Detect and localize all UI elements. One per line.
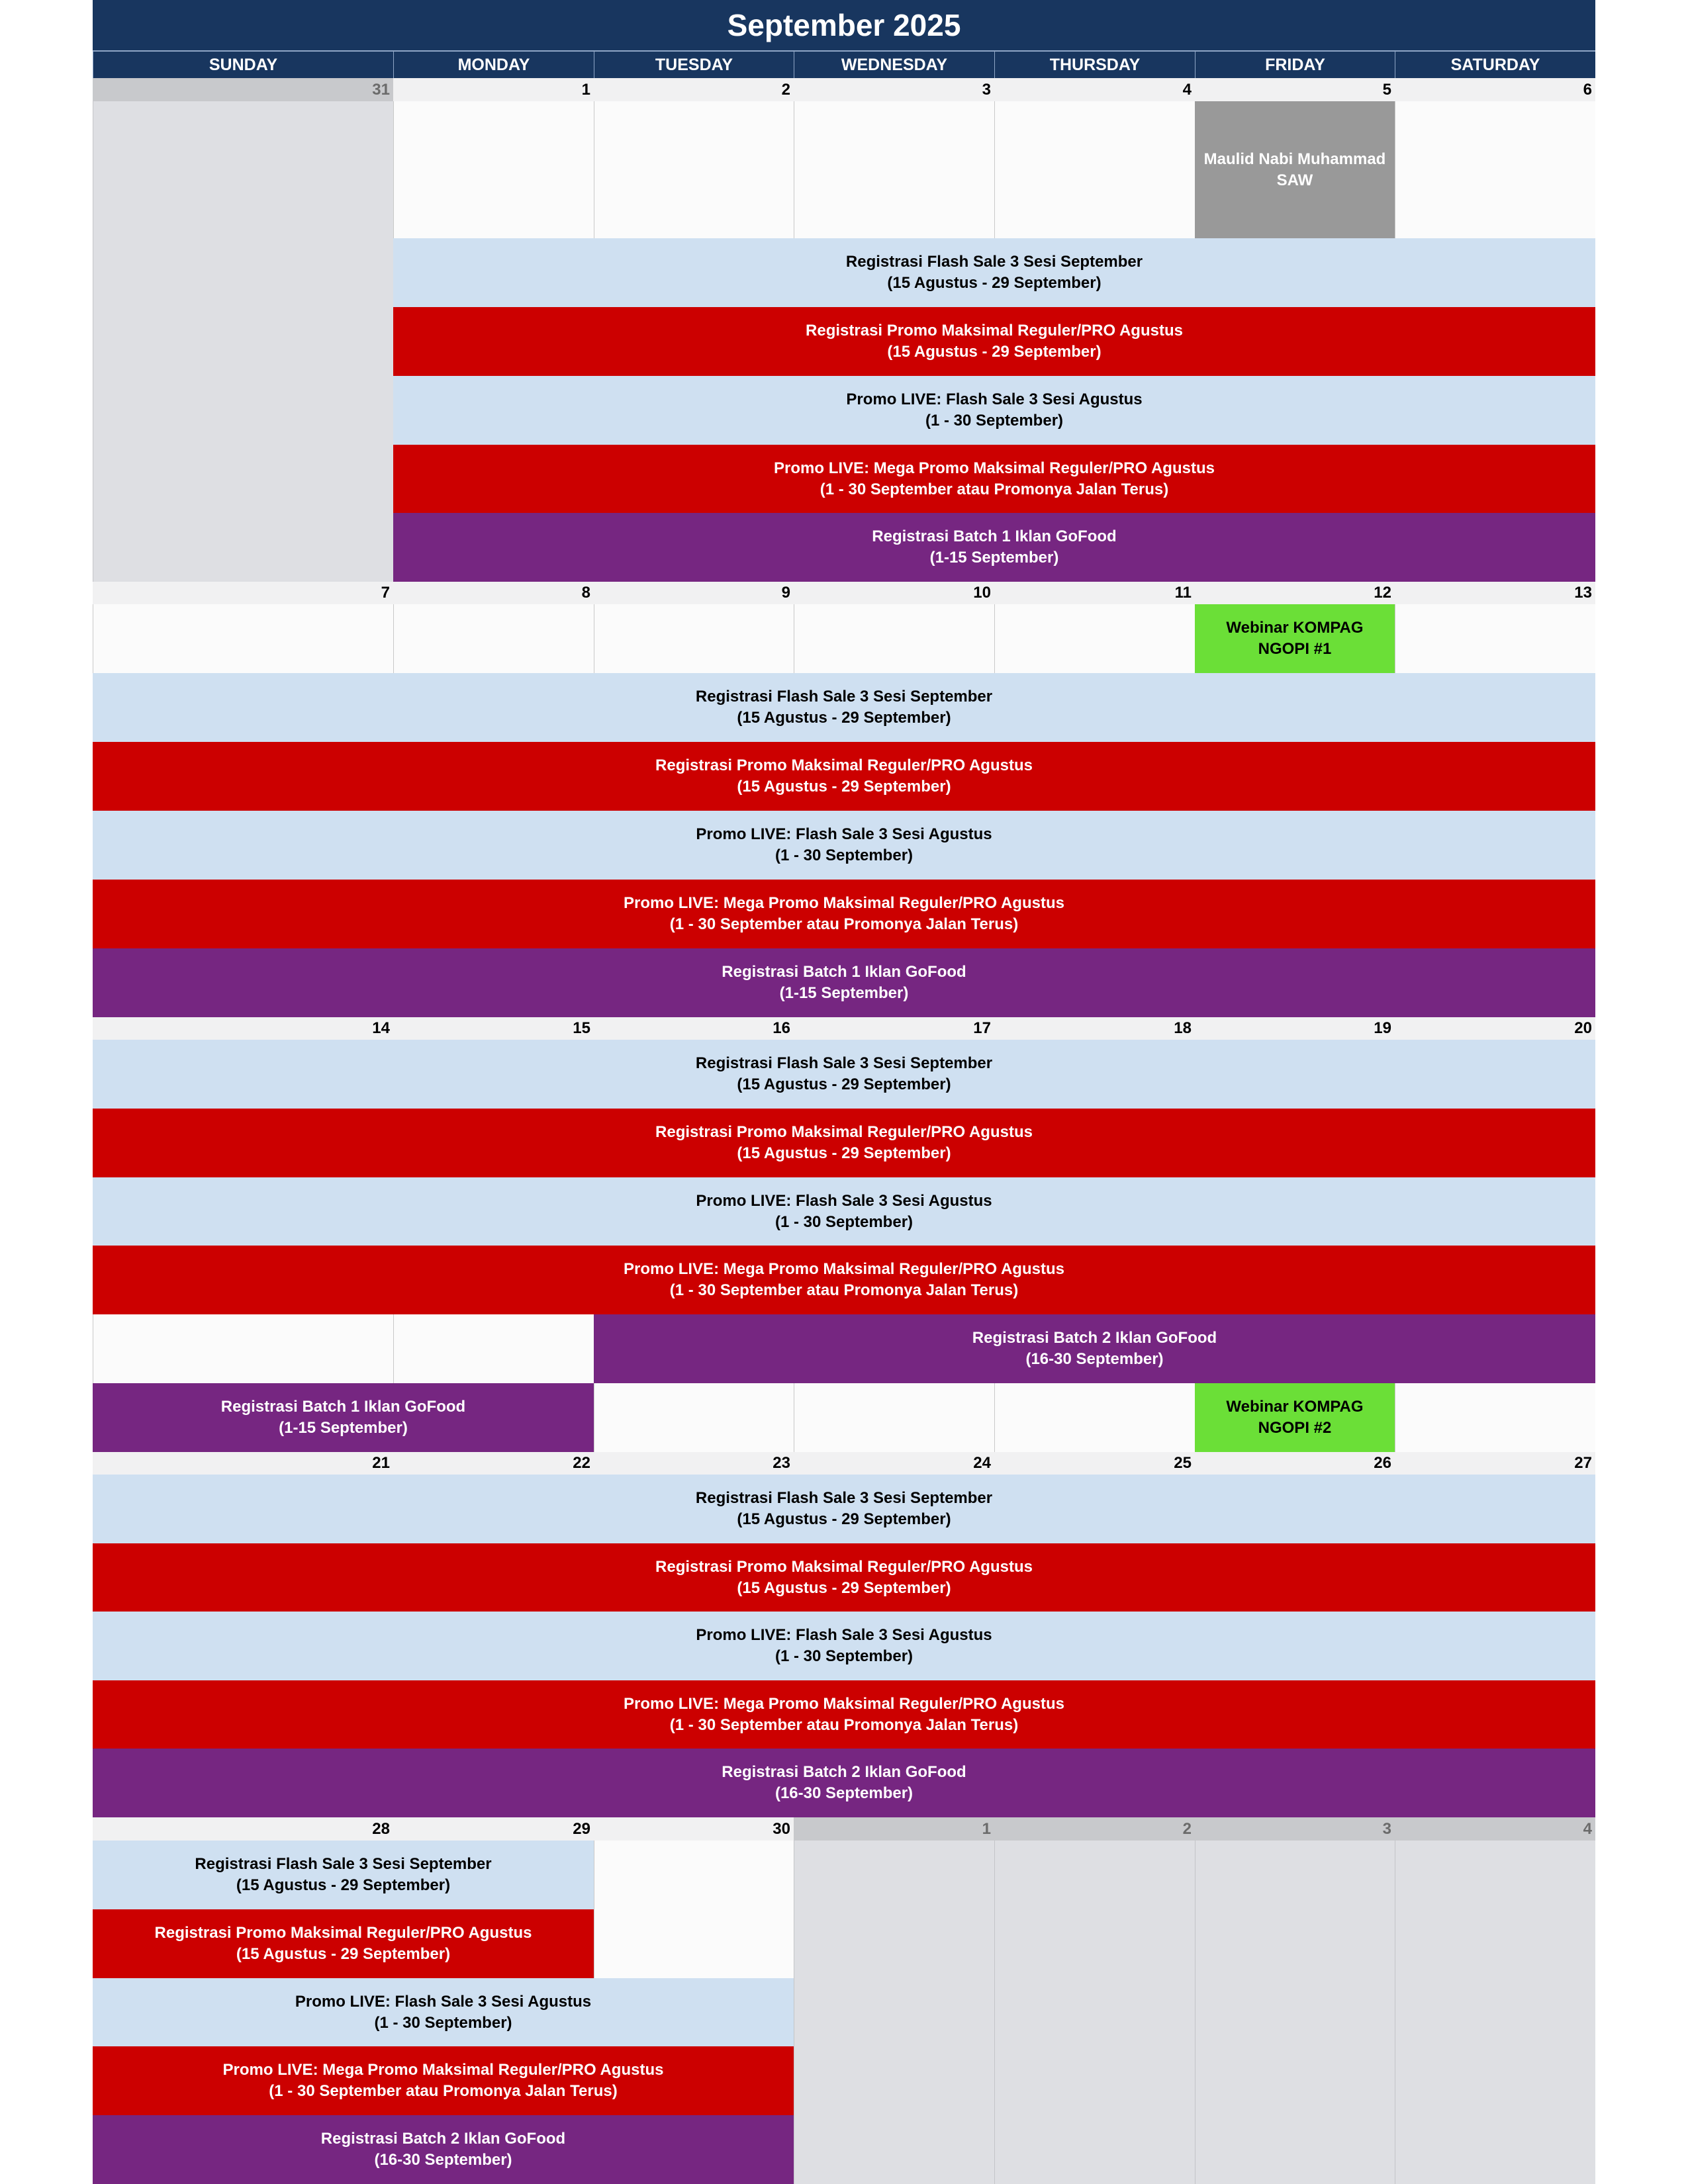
date-number[interactable]: 28: [93, 1817, 393, 1841]
event-title: Promo LIVE: Flash Sale 3 Sesi Agustus: [295, 1992, 592, 2011]
event-date-range: (1 - 30 September atau Promonya Jalan Terus): [269, 2082, 618, 2100]
date-number[interactable]: 29: [393, 1817, 594, 1841]
event-title: Promo LIVE: Flash Sale 3 Sesi Agustus: [696, 1191, 992, 1210]
event-promo-reg[interactable]: [93, 1909, 594, 1978]
weekday-header-thursday: THURSDAY: [994, 50, 1195, 78]
event-date-range: (1 - 30 September atau Promonya Jalan Terus): [669, 1715, 1019, 1734]
event-date-range: (15 Agustus - 29 September): [737, 1510, 951, 1528]
event-title: Registrasi Batch 2 Iklan GoFood: [722, 1763, 966, 1781]
other-month-day-cell[interactable]: [1195, 1841, 1395, 2184]
empty-day-cell[interactable]: [393, 1314, 594, 1383]
other-month-day-cell[interactable]: [93, 101, 393, 582]
event-batch1[interactable]: [93, 1383, 594, 1452]
event-date-range: (16-30 September): [1025, 1350, 1164, 1368]
event-date-range: (15 Agustus - 29 September): [236, 1945, 451, 1963]
other-month-day-cell[interactable]: [1395, 1841, 1595, 2184]
event-title: Registrasi Batch 1 Iklan GoFood: [722, 963, 966, 981]
event-batch1[interactable]: [93, 948, 1595, 1017]
event-date-range: (15 Agustus - 29 September): [737, 1075, 951, 1093]
date-number[interactable]: 16: [594, 1017, 794, 1040]
event-date-range: (1 - 30 September): [374, 2013, 512, 2032]
date-number[interactable]: 5: [1195, 78, 1395, 101]
event-flash-reg[interactable]: [393, 238, 1595, 307]
calendar-title: September 2025: [93, 0, 1595, 50]
empty-day-cell[interactable]: [93, 604, 393, 673]
date-number[interactable]: 20: [1395, 1017, 1595, 1040]
weekday-header-monday: MONDAY: [393, 50, 594, 78]
event-date-range: (1-15 September): [279, 1419, 408, 1437]
event-maulid[interactable]: [1195, 101, 1395, 238]
date-number[interactable]: 10: [794, 582, 994, 604]
event-title: Promo LIVE: Flash Sale 3 Sesi Agustus: [696, 1626, 992, 1644]
date-number[interactable]: 8: [393, 582, 594, 604]
event-webinar1[interactable]: [1195, 604, 1395, 673]
empty-day-cell[interactable]: [594, 101, 794, 238]
event-date-range: (1-15 September): [779, 984, 909, 1002]
empty-day-cell[interactable]: [594, 1383, 794, 1452]
other-month-day-cell[interactable]: [794, 1841, 994, 2184]
event-flash-live[interactable]: [393, 376, 1595, 445]
empty-day-cell[interactable]: [1395, 604, 1595, 673]
event-title: Registrasi Promo Maksimal Reguler/PRO Agustus: [154, 1924, 532, 1942]
empty-day-cell[interactable]: [794, 1383, 994, 1452]
date-number[interactable]: 14: [93, 1017, 393, 1040]
event-mega-live[interactable]: [93, 1680, 1595, 1749]
event-date-range: (1 - 30 September): [774, 1212, 914, 1231]
date-number-other-month[interactable]: 4: [1395, 1817, 1595, 1841]
empty-day-cell[interactable]: [994, 1383, 1195, 1452]
date-number[interactable]: 21: [93, 1452, 393, 1475]
event-flash-reg[interactable]: [93, 1841, 594, 1909]
event-mega-live[interactable]: [393, 445, 1595, 513]
date-number[interactable]: 24: [794, 1452, 994, 1475]
event-title: Promo LIVE: Mega Promo Maksimal Reguler/PRO Agustus: [624, 1260, 1064, 1278]
event-date-range: (16-30 September): [774, 1784, 914, 1802]
empty-day-cell[interactable]: [594, 604, 794, 673]
empty-day-cell[interactable]: [994, 101, 1195, 238]
event-date-range: (1-15 September): [929, 549, 1059, 567]
event-date-range: (15 Agustus - 29 September): [737, 778, 951, 796]
event-title: Registrasi Flash Sale 3 Sesi September: [195, 1855, 492, 1873]
event-title: Registrasi Flash Sale 3 Sesi September: [695, 688, 993, 705]
date-number[interactable]: 9: [594, 582, 794, 604]
empty-day-cell[interactable]: [794, 604, 994, 673]
event-title: Registrasi Batch 1 Iklan GoFood: [872, 527, 1117, 545]
event-date-range: (1 - 30 September atau Promonya Jalan Terus): [669, 1281, 1019, 1299]
event-title: Registrasi Promo Maksimal Reguler/PRO Agustus: [655, 756, 1033, 774]
empty-day-cell[interactable]: [594, 1909, 794, 1978]
event-date-range: (15 Agustus - 29 September): [737, 1144, 951, 1162]
event-date-range: (15 Agustus - 29 September): [887, 343, 1102, 361]
date-number-other-month[interactable]: 31: [93, 78, 393, 101]
date-number[interactable]: 13: [1395, 582, 1595, 604]
event-title: Webinar KOMPAG: [1226, 1398, 1364, 1416]
event-title: Promo LIVE: Mega Promo Maksimal Reguler/PRO Agustus: [624, 894, 1064, 912]
event-date-range: (1 - 30 September atau Promonya Jalan Terus): [669, 915, 1019, 933]
event-title: Registrasi Flash Sale 3 Sesi September: [695, 1489, 993, 1507]
weekday-header-wednesday: WEDNESDAY: [794, 50, 994, 78]
date-number[interactable]: 7: [93, 582, 393, 604]
empty-day-cell[interactable]: [393, 101, 594, 238]
date-number[interactable]: 18: [994, 1017, 1195, 1040]
weekday-header-tuesday: TUESDAY: [594, 50, 794, 78]
event-title: Webinar KOMPAG: [1226, 619, 1364, 637]
event-title: Promo LIVE: Mega Promo Maksimal Reguler/PRO Agustus: [774, 459, 1215, 477]
event-flash-reg[interactable]: [93, 1040, 1595, 1109]
event-flash-live[interactable]: [93, 1177, 1595, 1246]
event-date-range: (1 - 30 September): [925, 412, 1064, 430]
event-date-range: (1 - 30 September): [774, 1647, 914, 1665]
event-title: Maulid Nabi Muhammad: [1203, 150, 1386, 168]
other-month-day-cell[interactable]: [994, 1841, 1195, 2184]
date-number[interactable]: 23: [594, 1452, 794, 1475]
event-batch2[interactable]: [93, 2115, 794, 2184]
event-title: Promo LIVE: Flash Sale 3 Sesi Agustus: [696, 825, 992, 843]
event-title: Registrasi Flash Sale 3 Sesi September: [845, 253, 1143, 271]
event-title: Registrasi Promo Maksimal Reguler/PRO Agustus: [655, 1123, 1033, 1141]
event-promo-reg[interactable]: [93, 742, 1595, 811]
event-flash-live[interactable]: [93, 811, 1595, 880]
event-title: Registrasi Promo Maksimal Reguler/PRO Agustus: [655, 1557, 1033, 1576]
event-title: Registrasi Batch 2 Iklan GoFood: [972, 1329, 1217, 1347]
event-batch2[interactable]: [594, 1314, 1595, 1383]
event-promo-reg[interactable]: [93, 1543, 1595, 1612]
event-mega-live[interactable]: [93, 2046, 794, 2115]
date-number[interactable]: 11: [994, 582, 1195, 604]
date-number[interactable]: 19: [1195, 1017, 1395, 1040]
date-number[interactable]: 27: [1395, 1452, 1595, 1475]
event-flash-live[interactable]: [93, 1612, 1595, 1680]
date-number[interactable]: 26: [1195, 1452, 1395, 1475]
event-date-range: (15 Agustus - 29 September): [887, 274, 1102, 292]
event-flash-reg[interactable]: [93, 1475, 1595, 1543]
event-title: Promo LIVE: Flash Sale 3 Sesi Agustus: [846, 390, 1143, 408]
date-number[interactable]: 3: [794, 78, 994, 101]
date-number-other-month[interactable]: 3: [1195, 1817, 1395, 1841]
event-date-range: (15 Agustus - 29 September): [236, 1876, 451, 1894]
event-date-range: (16-30 September): [374, 2151, 512, 2169]
empty-day-cell[interactable]: [594, 1841, 794, 1909]
empty-day-cell[interactable]: [393, 604, 594, 673]
event-title: Registrasi Batch 2 Iklan GoFood: [320, 2130, 566, 2148]
empty-day-cell[interactable]: [1395, 101, 1595, 238]
event-flash-reg[interactable]: [93, 673, 1595, 742]
date-number[interactable]: 30: [594, 1817, 794, 1841]
date-number[interactable]: 15: [393, 1017, 594, 1040]
event-title: Promo LIVE: Mega Promo Maksimal Reguler/PRO Agustus: [624, 1694, 1064, 1713]
event-batch1[interactable]: [393, 513, 1595, 582]
date-number[interactable]: 1: [393, 78, 594, 101]
date-number-other-month[interactable]: 2: [994, 1817, 1195, 1841]
event-title: Registrasi Promo Maksimal Reguler/PRO Agustus: [806, 322, 1183, 340]
date-number[interactable]: 6: [1395, 78, 1595, 101]
event-date-range: NGOPI #1: [1258, 640, 1332, 658]
event-date-range: NGOPI #2: [1258, 1419, 1332, 1437]
event-mega-live[interactable]: [93, 1246, 1595, 1314]
event-title: Promo LIVE: Mega Promo Maksimal Reguler/PRO Agustus: [222, 2061, 664, 2079]
date-number-other-month[interactable]: 1: [794, 1817, 994, 1841]
event-title: Registrasi Batch 1 Iklan GoFood: [220, 1398, 466, 1416]
event-mega-live[interactable]: [93, 880, 1595, 948]
event-promo-reg[interactable]: [93, 1109, 1595, 1177]
date-number[interactable]: 4: [994, 78, 1195, 101]
date-number[interactable]: 17: [794, 1017, 994, 1040]
empty-day-cell[interactable]: [994, 604, 1195, 673]
event-promo-reg[interactable]: [393, 307, 1595, 376]
event-date-range: (15 Agustus - 29 September): [737, 1578, 951, 1597]
event-batch2[interactable]: [93, 1749, 1595, 1817]
empty-day-cell[interactable]: [794, 101, 994, 238]
date-number[interactable]: 2: [594, 78, 794, 101]
weekday-header-sunday: SUNDAY: [93, 50, 393, 78]
date-number[interactable]: 22: [393, 1452, 594, 1475]
event-webinar2[interactable]: [1195, 1383, 1395, 1452]
empty-day-cell[interactable]: [1395, 1383, 1595, 1452]
event-date-range: (1 - 30 September): [774, 846, 914, 864]
date-number[interactable]: 25: [994, 1452, 1195, 1475]
event-title: Registrasi Flash Sale 3 Sesi September: [695, 1054, 993, 1072]
empty-day-cell[interactable]: [93, 1314, 393, 1383]
weekday-header-saturday: SATURDAY: [1395, 50, 1595, 78]
weekday-header-friday: FRIDAY: [1195, 50, 1395, 78]
event-date-range: (1 - 30 September atau Promonya Jalan Terus): [820, 480, 1169, 498]
event-date-range: (15 Agustus - 29 September): [737, 709, 951, 727]
event-date-range: SAW: [1276, 171, 1313, 189]
event-flash-live[interactable]: [93, 1978, 794, 2046]
date-number[interactable]: 12: [1195, 582, 1395, 604]
